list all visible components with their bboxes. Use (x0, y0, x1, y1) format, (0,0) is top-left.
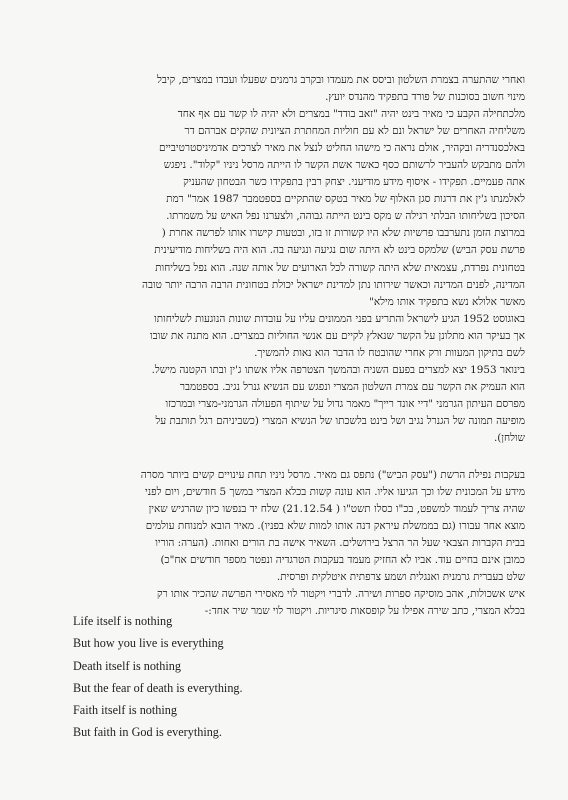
poem-line: Faith itself is nothing (73, 703, 177, 718)
text-line: משליחיה האחרים של ישראל ונם לא עם חוליות המחתרת הציונית שהקים אברהם דר (184, 125, 525, 138)
text-line: פרשת עסק הביש) שלמקס בינט לא היתה שום נגיעה ונגיעה בה. הוא היה בשליחות מודיעינית (154, 244, 525, 257)
text-line: המדינה, לפנים המדינה וכאשר שירותו נתן למדינת ישראל יכולת בטחונית הרבה הרבה יותר טובה (142, 278, 525, 291)
poem-line: But how you live is everything (73, 636, 224, 651)
text-line: במרוצת הזמן נתערבבו פרשיות שלא היו קשורות זו בזו, ובטעות קישרו אותו לפרשה אחרת ( (161, 227, 525, 240)
text-line: הוא העמיק את הקשר עם צמרת השלטון המצרי ונפגש עם הנשיא גנרל נגיב. בספטמבר (179, 380, 525, 393)
text-line: איש אשכולות, אהב מוסיקה ספרות ושירה. לדברי ויקטור לוי מאסירי הפרשה שהכיר אותו רק (157, 588, 525, 601)
text-line: מפרסם העיתון הגרמני "דיי אונד רייך" מאמר גדול על שיתוף הפעולה הגרמני-מצרי ובמרכזו (165, 397, 525, 410)
text-line: הסיכון בשליחותו הבלתי רגילה ש מקס בינט הייתה גבוהה, ולצערנו נפל האיש על משמרתו. (166, 210, 525, 223)
text-line: כמובן אינם בחיים עוד. אביו לא החזיק מעמד בעקבות הטרגדיה ונפטר מספר חודשים אח"כ) (160, 554, 525, 567)
text-line: בעקבות נפילת הרשת ("עסק הביש") נתפס גם מאיר. מרסל ניניו תחת עינויים קשים ביותר מסרה (140, 469, 525, 481)
text-line: ולהם מתבקש להעביר לרשותם כסף כאשר אשת הקשר לו הייתה מרסל ניניו "קלוד". ניפגש (163, 159, 525, 172)
text-line: באוגוסט 1952 הגיע לישראל והתריע בפני הממונים עליו על עובדות שונות הנוגעות לשליחותו (154, 312, 525, 325)
text-line: מאשר אלולא נשא בתפקיד אותו מילא" (369, 295, 525, 308)
poem (73, 610, 373, 744)
text-line: בבית הקברות הצבאי שעל הר הרצל בירושלים. השאיר אישה בת הורים ואחות. (הערה: הוריו (155, 537, 525, 550)
text-line: מופיעה תמונה של הגנרל נגיב ושל בינט בלשכתו של הנשיא המצרי (כשביניהם רגל תותבת על (155, 414, 525, 427)
text-line: לשם בתיקון המעוות ורק אחרי שהובטח לו הדבר הוא נאות להמשיך. (254, 346, 525, 359)
text-line: מלכתחילה הקבע כי מאיר בינט יהיה "זאב בודד" במצרים ולא יהיה לו קשר עם אף אחד (177, 108, 525, 121)
text-line: שהיה צריך לעמוד למשפט, בכ"ו כסלו תשט"ו ( 21.12.54) שלח יד בנפשו כיון שהרגיש שאין (148, 503, 525, 516)
text-line: בכלא המצרי, כתב שירה אפילו על קופסאות סיגריות. ויקטור לוי שמר שיר אחד:- (204, 605, 525, 618)
text-line: אך בעיקר הוא מתלונן על הקשר שנאלץ לקיים עם אנשי החוליות במצרים. הוא מתנה את שובו (149, 329, 525, 342)
text-line: באלכסנדריה ובקהיר, אולם נראה כי מישהו החליט לנצל את מאיר לצרכים אדמיניסטרטיביים (158, 142, 525, 155)
text-line: לאלמנתו ג'ין את דרגות סגן האלוף של מאיר בטקס שהתקיים בספטמבר 1987 אמר" רמת (166, 193, 525, 206)
poem-line: But faith in God is everything. (73, 725, 222, 740)
text-line: שולחן). (493, 431, 525, 444)
poem-line: Death itself is nothing (73, 658, 181, 673)
text-line: מוצא אחר עבורו (גם בממשלת עיראק דנה אותו למוות שלא בפניו). מאיר הובא למנוחת עולמים (145, 520, 525, 533)
text-line: שלט בעברית גרמנית ואנגלית ושמע צרפתית איטלקית ופרסית. (276, 571, 525, 584)
poem-line: Life itself is nothing (73, 614, 173, 628)
text-line: מינוי חשוב בסוכנות של פורד בתפקיד מהנדס יועץ. (325, 91, 525, 104)
text-line: אתה פעמיים. תפקידו - איסוף מידע מודיעני. יצחק רבין בתפקידו כשר הבטחון שהעניק (183, 176, 525, 189)
poem-line: But the fear of death is everything. (73, 680, 243, 695)
text-line: בטחונית נפרדת, עצמאית שלא היתה קשורה לכל הארועים של אותה שנה. הוא נפל בשליחות (155, 261, 525, 274)
body-paragraph-2 (62, 467, 525, 620)
text-line: ואחרי שהתערה בצמרת השלטון וביסס את מעמדו ובקרב גרמנים שפעלו ועבדו במצרים, קיבל (156, 74, 525, 86)
text-line: בינואר 1953 יצא למצרים בפעם השניה ובהמשך הצטרפה אליו אשתו ג'ין ובתו הקטנה מישל. (151, 363, 525, 376)
body-paragraph-1 (62, 72, 525, 447)
text-line: מידע על המכונית שלו וכך הגיעו אליו. הוא עונה קשות בכלא המצרי במשך 5 חודשים, ויום לפני (145, 486, 525, 499)
